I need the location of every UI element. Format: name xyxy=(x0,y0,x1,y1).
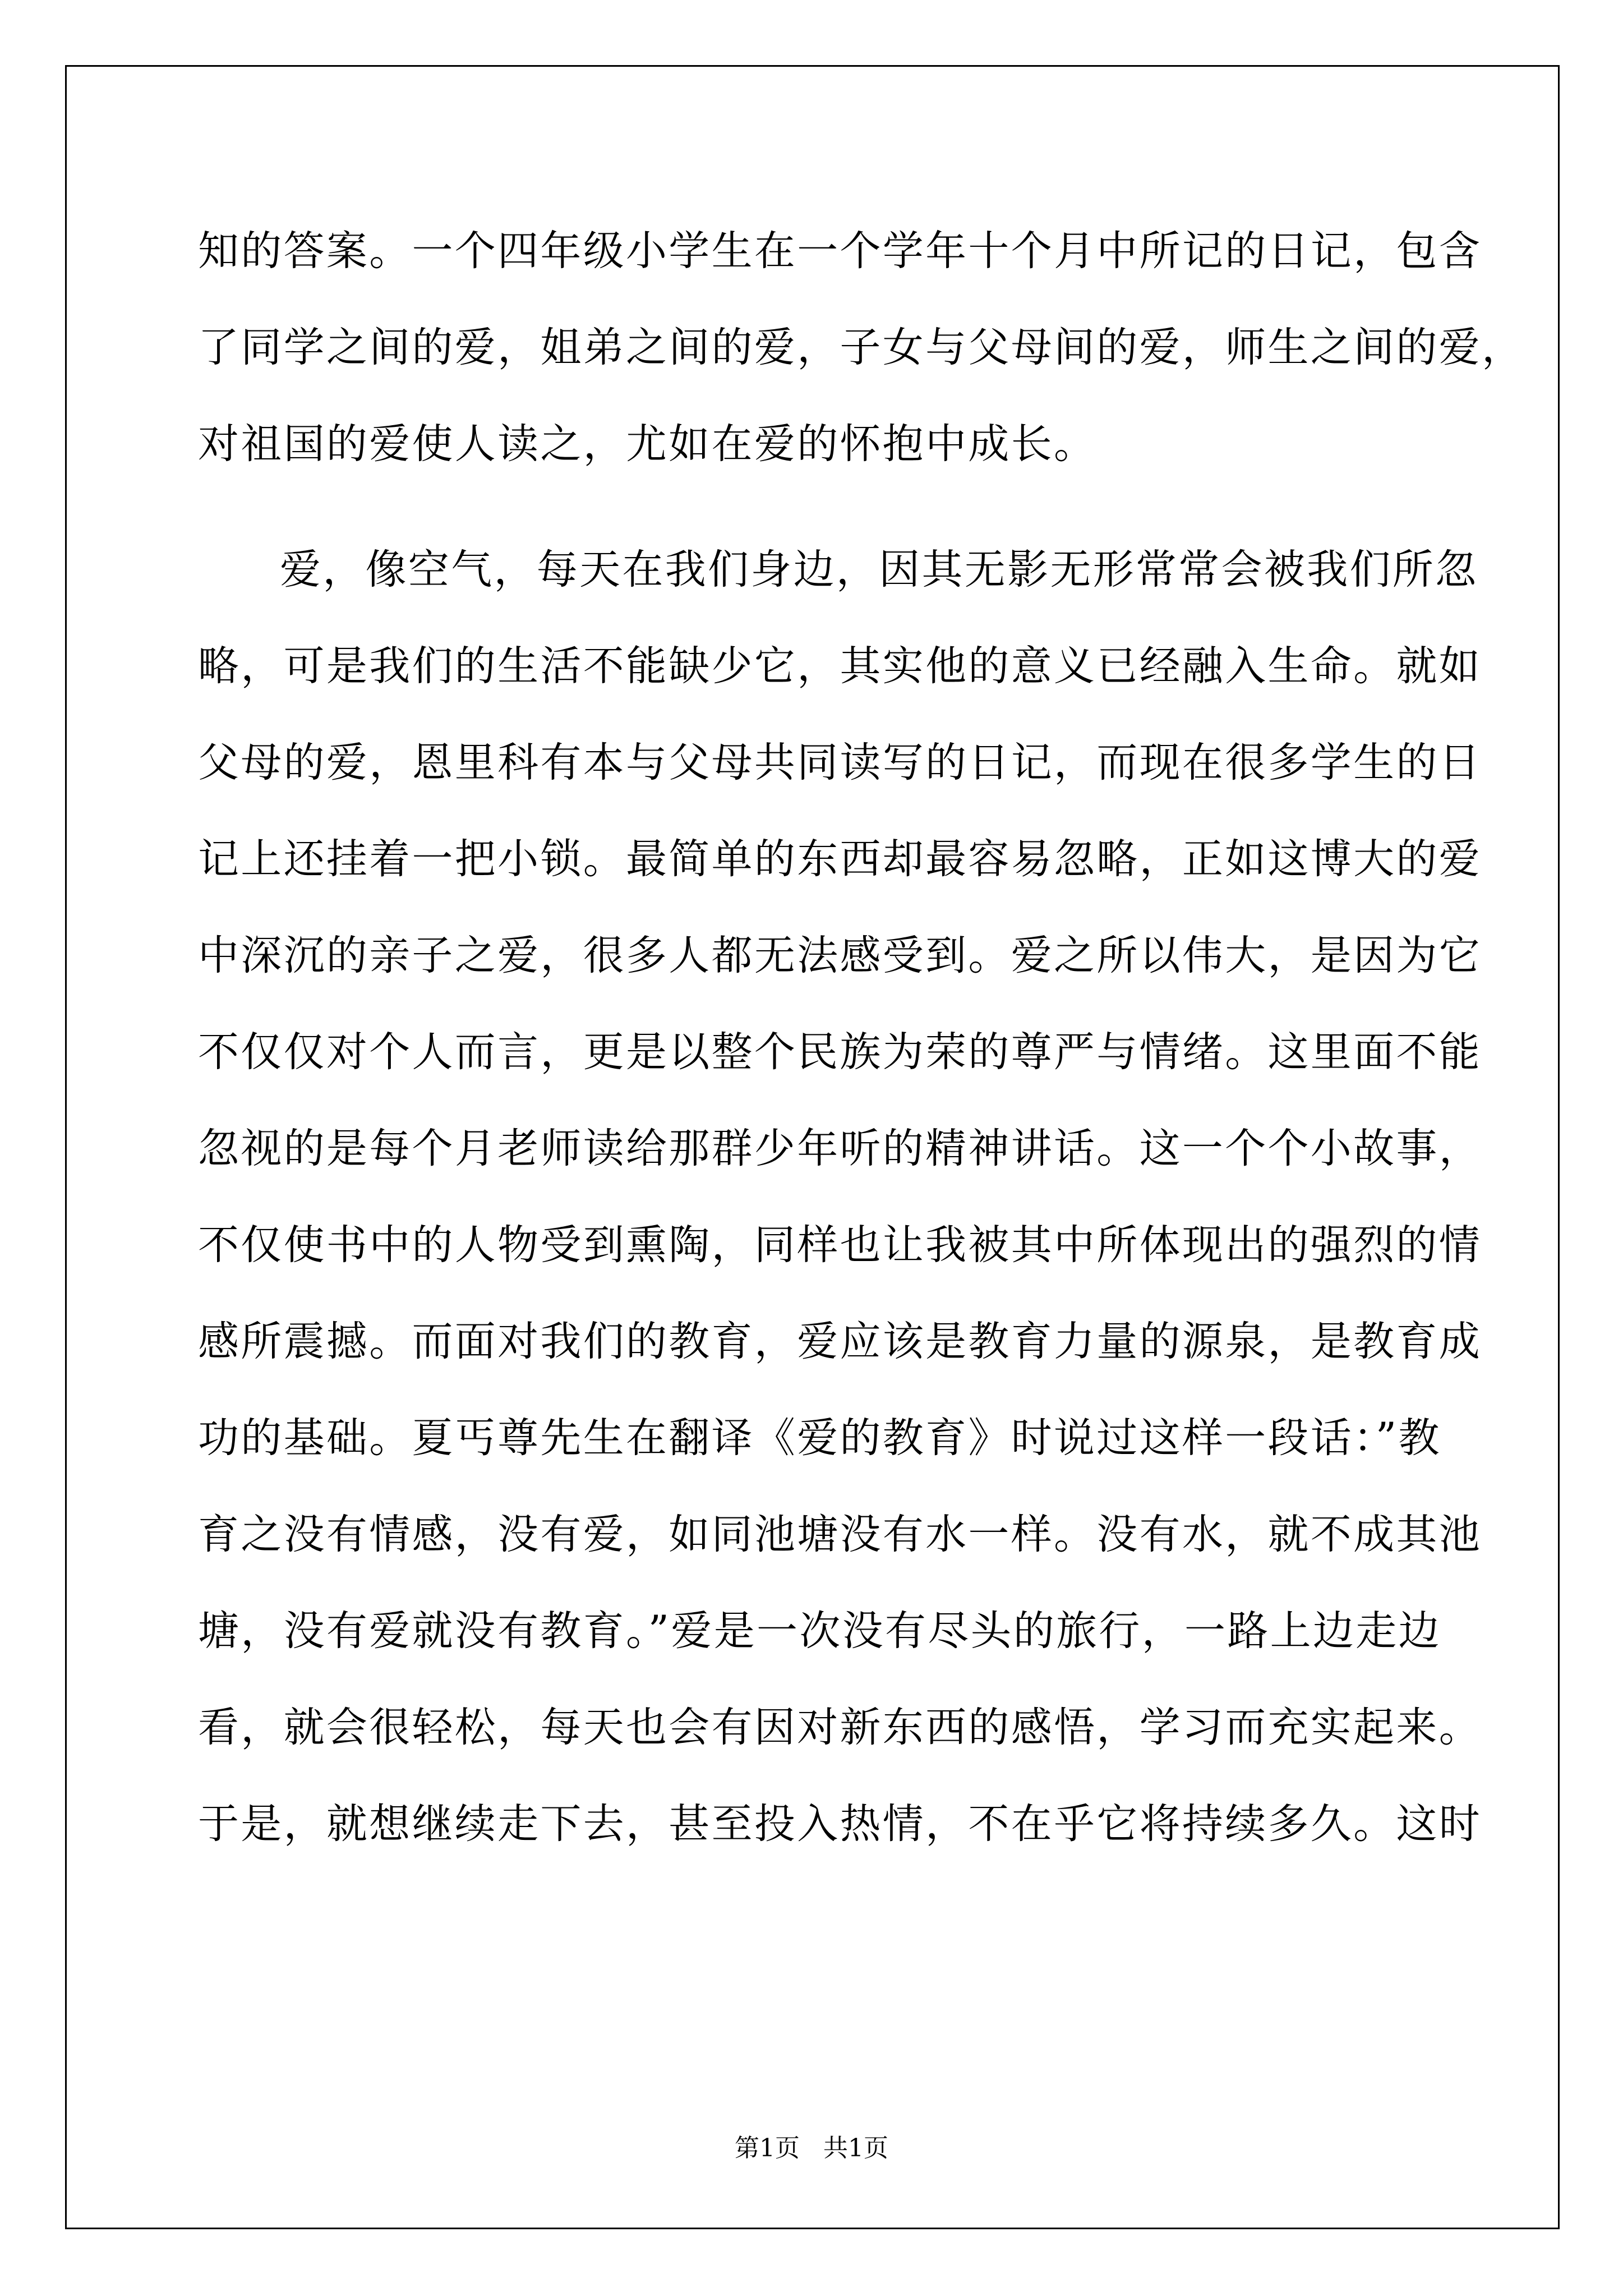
text-line: 于是，就想继续走下去，甚至投入热情，不在乎它将持续多久。这时 xyxy=(198,1800,1482,1848)
text-line: 忽视的是每个月老师读给那群少年听的精神讲话。这一个个小故事， xyxy=(198,1125,1482,1172)
text-line: 知的答案。一个四年级小学生在一个学年十个月中所记的日记，包含 xyxy=(198,227,1482,275)
text-line: 感所震撼。而面对我们的教育，爱应该是教育力量的源泉，是教育成 xyxy=(198,1318,1482,1365)
text-line: 塘，没有爱就没有教育。”爱是一次没有尽头的旅行，一路上边走边 xyxy=(198,1607,1441,1655)
text-line: 不仅仅对个人而言，更是以整个民族为荣的尊严与情绪。这里面不能 xyxy=(198,1028,1482,1076)
text-line: 对祖国的爱使人读之，尤如在爱的怀抱中成长。 xyxy=(198,420,1097,468)
page-number-footer: 第1页 共1页 xyxy=(735,2134,888,2162)
text-line: 不仅使书中的人物受到熏陶，同样也让我被其中所体现出的强烈的情 xyxy=(198,1221,1482,1269)
text-line: 略，可是我们的生活不能缺少它，其实他的意义已经融入生命。就如 xyxy=(198,642,1482,690)
text-line: 功的基础。夏丐尊先生在翻译《爱的教育》时说过这样一段话：”教 xyxy=(198,1414,1441,1462)
text-line: 中深沉的亲子之爱，很多人都无法感受到。爱之所以伟大，是因为它 xyxy=(198,932,1482,979)
text-line: 了同学之间的爱，姐弟之间的爱，子女与父母间的爱，师生之间的爱， xyxy=(198,324,1525,371)
text-line: 爱，像空气，每天在我们身边，因其无影无形常常会被我们所忽 xyxy=(280,546,1478,593)
text-line: 记上还挂着一把小锁。最简单的东西却最容易忽略，正如这博大的爱 xyxy=(198,835,1482,883)
text-line: 父母的爱，恩里科有本与父母共同读写的日记，而现在很多学生的日 xyxy=(198,739,1482,786)
text-line: 看，就会很轻松，每天也会有因对新东西的感悟，学习而充实起来。 xyxy=(198,1704,1482,1751)
text-line: 育之没有情感，没有爱，如同池塘没有水一样。没有水，就不成其池 xyxy=(198,1511,1482,1558)
